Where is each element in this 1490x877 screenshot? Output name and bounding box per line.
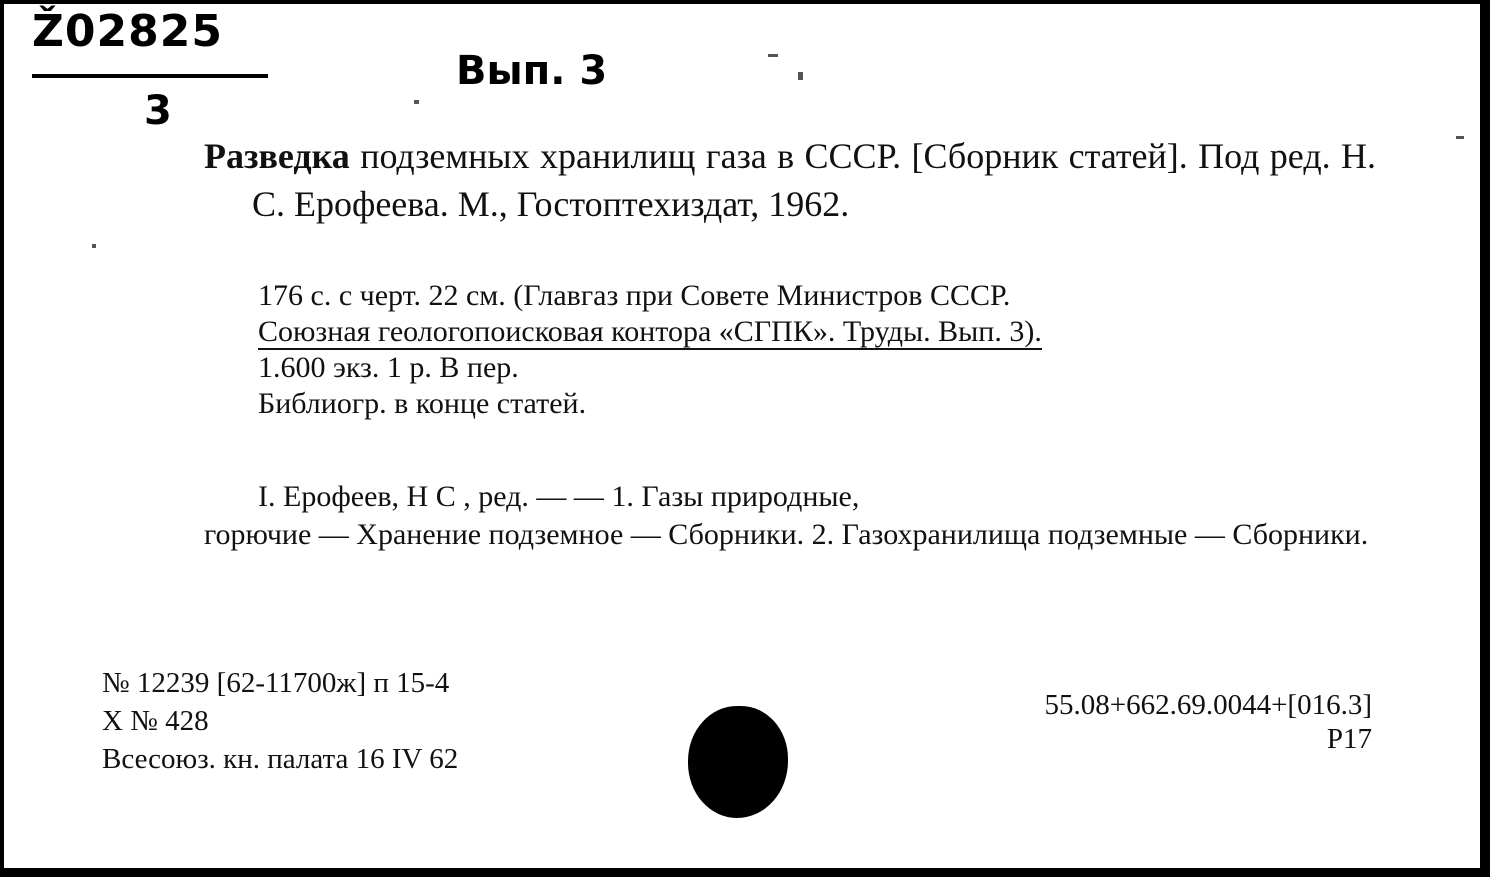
speck [92,244,96,248]
registration-number: № 12239 [62-11700ж] п 15-4 [102,667,450,699]
bibliographic-entry [204,132,1376,228]
author-mark: Р17 [1326,723,1372,755]
entry-heading [204,132,1376,228]
call-number [32,6,223,57]
catalog-card [4,4,1480,868]
speck [768,54,778,57]
speck [798,72,803,80]
tracing-first-line: I. Ерофеев, Н С , ред. — — 1. Газы природные, [258,480,860,513]
entry-title-lead: Разведка [204,136,350,176]
entry-title-rest: подземных хранилищ газа в СССР. [Сборник статей]. Под ред. Н. С. Ерофеева. М., Гостоптехиздат, 1962. [252,136,1377,224]
call-number-text: Ž02825 [32,6,223,57]
registration-x-number: Х № 428 [102,705,209,737]
subject-tracings [204,478,1376,554]
classification-block [1044,688,1372,756]
physical-line: 1.600 экз. 1 р. В пер. [258,351,519,384]
speck [1456,136,1464,139]
udc-code: 55.08+662.69.0044+[016.3] [1044,689,1372,721]
physical-description [258,278,1376,422]
bibliography-note: Библиогр. в конце статей. [258,387,587,420]
call-number-sub: 3 [144,88,172,134]
tracing-rest: горючие — Хранение подземное — Сборники. 2. Газохранилища подземные — Сборники. [204,518,1369,551]
handwritten-issue-note: Вып. 3 [456,48,608,94]
physical-line: 176 с. с черт. 22 см. (Главгаз при Совете Министров СССР. [258,279,1011,312]
registration-block [102,664,458,778]
series-line [258,314,1376,350]
speck [414,100,419,104]
registration-chamber: Всесоюз. кн. палата 16 IV 62 [102,743,459,775]
series-underlined: Союзная геологопоисковая контора «СГПК». Труды. Вып. 3). [258,315,1042,348]
call-number-fraction-line [32,74,268,78]
punch-hole [688,706,788,818]
